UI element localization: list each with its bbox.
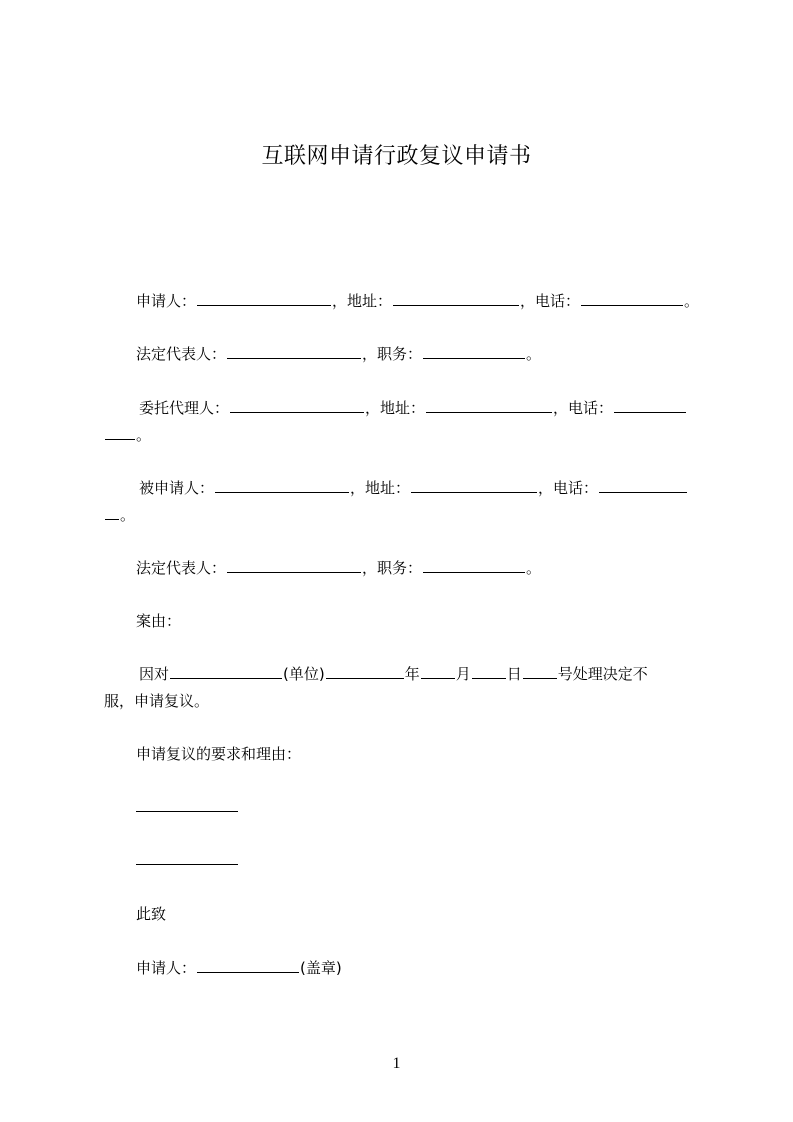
legal-rep-position-blank: [423, 557, 525, 573]
agent-label: 委托代理人：: [139, 399, 230, 417]
case-doc-blank: [326, 663, 404, 679]
legal-rep-position-blank: [423, 343, 525, 359]
agent-phone-blank-continued: [105, 424, 135, 440]
page-number: 1: [392, 1055, 401, 1072]
applicant-line: [136, 288, 699, 314]
case-year-label: 年: [404, 665, 420, 683]
legal-rep-name-blank: [227, 343, 361, 359]
applicant-name-blank: [197, 290, 331, 306]
salutation: 此致: [136, 905, 167, 923]
agent-address-label: ，地址：: [365, 399, 426, 417]
legal-rep-line-1: [136, 341, 541, 367]
legal-rep-line-end: 。: [526, 345, 542, 363]
case-month-blank: [421, 663, 455, 679]
respondent-line-end: 。: [120, 506, 136, 524]
case-unit-label: (单位): [283, 665, 325, 683]
case-text-line: [139, 661, 648, 687]
request-reason-blank: [136, 849, 238, 865]
legal-rep-line-end: 。: [526, 559, 542, 577]
agent-line-continuation: [104, 422, 151, 448]
respondent-address-label: ，地址：: [350, 479, 411, 497]
case-number-blank: [523, 663, 557, 679]
case-text-end: 号处理决定不: [557, 665, 648, 683]
respondent-phone-blank-continued: [105, 504, 119, 520]
respondent-line-continuation: [104, 502, 135, 528]
respondent-phone-label: ，电话：: [538, 479, 599, 497]
case-agency-blank: [170, 663, 282, 679]
applicant-phone-label: ，电话：: [520, 292, 581, 310]
legal-rep-position-label: ，职务：: [362, 559, 423, 577]
agent-phone-label: ，电话：: [553, 399, 614, 417]
applicant-phone-blank: [581, 290, 683, 306]
respondent-name-blank: [215, 477, 349, 493]
legal-rep-label: 法定代表人：: [136, 559, 227, 577]
signature-label: 申请人：: [136, 959, 197, 977]
case-month-label: 月: [455, 665, 471, 683]
case-text-start: 因对: [139, 665, 170, 683]
applicant-address-blank: [393, 290, 519, 306]
case-day-blank: [472, 663, 506, 679]
applicant-label: 申请人：: [136, 292, 197, 310]
respondent-phone-blank: [599, 477, 687, 493]
document-title: 互联网申请行政复议申请书: [261, 144, 532, 169]
request-label: 申请复议的要求和理由：: [136, 745, 302, 763]
respondent-line: [139, 475, 688, 501]
signature-line: [136, 955, 342, 981]
legal-rep-position-label: ，职务：: [362, 345, 423, 363]
respondent-label: 被申请人：: [139, 479, 215, 497]
legal-rep-label: 法定代表人：: [136, 345, 227, 363]
respondent-address-blank: [411, 477, 537, 493]
seal-label: (盖章): [300, 959, 342, 977]
agent-line: [139, 395, 687, 421]
request-reason-blank: [136, 796, 238, 812]
agent-name-blank: [230, 397, 364, 413]
case-text-continuation: 服，申请复议。: [104, 692, 210, 710]
agent-line-end: 。: [136, 426, 152, 444]
request-blank-line-1: [136, 794, 239, 820]
legal-rep-line-2: [136, 555, 541, 581]
legal-rep-name-blank: [227, 557, 361, 573]
agent-phone-blank: [614, 397, 686, 413]
signature-blank: [197, 957, 299, 973]
case-day-label: 日: [506, 665, 522, 683]
applicant-address-label: ，地址：: [332, 292, 393, 310]
applicant-line-end: 。: [684, 292, 700, 310]
request-blank-line-2: [136, 847, 239, 873]
agent-address-blank: [426, 397, 552, 413]
case-label: 案由：: [136, 612, 182, 630]
